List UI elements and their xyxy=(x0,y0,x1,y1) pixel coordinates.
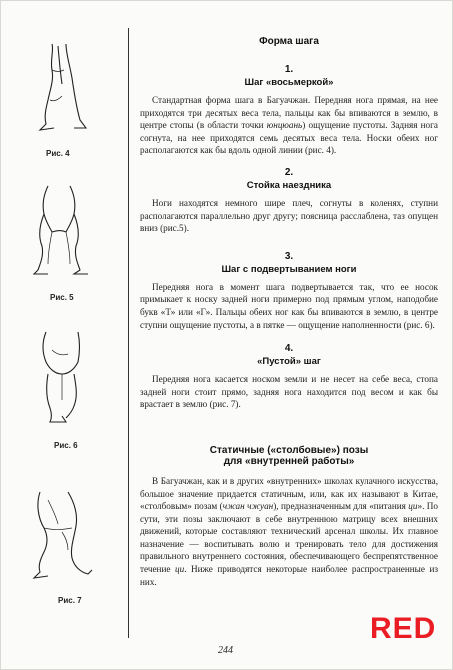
column-divider xyxy=(128,28,129,638)
watermark-text xyxy=(370,612,436,646)
figure-6-hook-step-drawing xyxy=(22,330,102,426)
text-run: Ноги находятся немного шире плеч, согнуты в коленях, ступни располагаются параллельно друг другу; поясница расслаблена, таз опущен вниз (рис.5). xyxy=(140,197,438,234)
figure-5-horse-stance-drawing xyxy=(22,184,102,280)
section-4-heading: «Пустой» шаг xyxy=(257,356,321,368)
section-2-heading: Стойка наездника xyxy=(246,179,332,191)
figure-7 xyxy=(22,488,102,584)
section-3-heading: Шаг с подвертыванием ноги xyxy=(221,263,357,275)
section-1 xyxy=(140,64,438,157)
figure-7-empty-step-drawing xyxy=(22,488,102,584)
section-3 xyxy=(140,251,438,331)
section-4 xyxy=(140,343,438,411)
section-2-number: 2. xyxy=(284,166,294,178)
figure-6 xyxy=(22,330,102,426)
section-1-heading: Шаг «восьмеркой» xyxy=(244,77,334,88)
section-4-number: 4. xyxy=(284,343,294,355)
figure-4-caption: Рис. 4 xyxy=(46,149,70,158)
text-run-italic: ци xyxy=(408,501,418,512)
page-title: Форма шага xyxy=(259,36,319,47)
watermark-logo xyxy=(362,610,442,650)
text-run-italic: юнцюань xyxy=(266,120,303,131)
page-number: 244 xyxy=(218,645,233,656)
static-heading-line-1: Статичные («столбовые») позы xyxy=(209,444,369,456)
figure-4 xyxy=(22,40,102,135)
text-run: ) ощущение пустоты. Задняя нога согнута, на нее приходятся семь десятых веса тела. Носки обеих ног располагаются как бы вдоль одной линии (рис. 4). xyxy=(140,120,439,156)
watermark-red-text: RED xyxy=(370,612,437,645)
text-run: ), предназначенным для «питания xyxy=(273,501,409,512)
static-poses-section xyxy=(140,445,438,588)
text-run-italic: ци xyxy=(175,564,185,575)
section-2 xyxy=(140,167,438,235)
section-3-paragraph xyxy=(140,281,438,331)
section-4-paragraph xyxy=(140,373,438,411)
figure-4-legs-drawing xyxy=(22,40,102,135)
text-run-italic: чжан чжуан xyxy=(222,501,274,512)
text-run: Передняя нога касается носком земли и не несет на себе веса, стопа задней ноги стоит прямо, задняя нога находится под весом и как бы врастает в землю (рис. 7). xyxy=(140,374,438,410)
text-run: . Ниже приводятся некоторые наиболее распространенные из них. xyxy=(140,564,438,587)
main-text-column xyxy=(140,36,438,588)
text-run: Стандартная форма шага в Багуачжан. Передняя нога прямая, на нее приходятся три десятых веса тела, пальцы как бы впиваются в землю, в центре стопы (в области точки xyxy=(140,95,438,131)
section-3-number: 3. xyxy=(284,250,294,262)
figure-5-caption: Рис. 5 xyxy=(50,293,74,302)
figure-6-caption: Рис. 6 xyxy=(54,441,78,450)
section-1-number: 1. xyxy=(284,64,294,75)
text-run: Передняя нога в момент шага подвертывается так, что ее носок примыкает к носку задней ноги примерно под прямым углом, наподобие букв «Т» или «Г». Пальцы обеих ног как бы впиваются в землю, в центре ступни ощущение пустоты, а в пятке — ощущение наполненности (рис. 6). xyxy=(140,281,438,330)
section-1-paragraph xyxy=(140,94,438,157)
section-2-paragraph xyxy=(140,197,438,235)
text-run: ». По сути, эти позы заключают в себе внутреннюю матрицу всех внешних движений, которые составляют технический арсенал школы. Их главное назначение — воспитывать волю и тренировать тело для достижения правильного внутреннего состояния, обеспечивающего беспрепятственное течение xyxy=(140,501,438,575)
static-poses-paragraph xyxy=(140,475,438,588)
figure-7-caption: Рис. 7 xyxy=(58,596,82,605)
figure-5 xyxy=(22,184,102,280)
static-heading-line-2: для «внутренней работы» xyxy=(223,455,355,467)
text-run: В Багуачжан, как и в других «внутренних» школах кулачного искусства, большое значение придается статичным, или, как их называют в Китае, «столбовым» позам ( xyxy=(140,475,438,512)
